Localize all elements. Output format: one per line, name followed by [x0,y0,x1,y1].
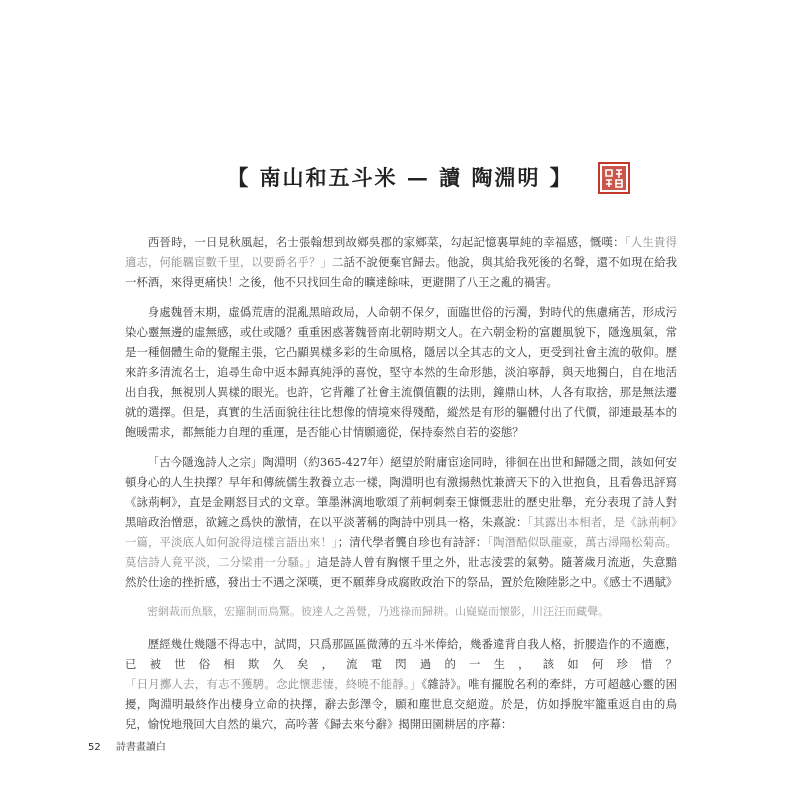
paragraph [125,302,677,442]
page-number: 52 [88,742,101,753]
seal-stamp-icon [598,162,630,194]
paragraph-group [125,232,677,592]
paragraph-group-2 [125,634,677,734]
paragraph [125,232,677,292]
quotation: 「人生貴得適志，何能羈宦數千里，以要爵名乎？」 [125,235,677,269]
quotation: 「日月擲人去，有志不獲騁。念此懷悲悽，終曉不能靜。」 [125,677,422,691]
paragraph-text: 二話不說便棄官歸去。他說，與其給我死後的名聲，還不如現在給我一杯酒，來得更痛快！之後，他不只找回生命的曠達餘味，更避開了八王之亂的禍害。 [125,255,677,289]
poem-quote: 密網裁而魚駭，宏羅制而鳥驚。彼達人之善覺，乃逃祿而歸耕。山嶷嶷而懷影，川汪汪而藏聲。 [147,605,609,618]
paragraph [125,634,677,734]
paragraph-text: 西晉時，一日見秋風起，名士張翰想到故鄉吳郡的家鄉菜，勾起記憶裏單純的幸福感，慨嘆： [147,235,625,249]
book-title: 詩書畫讀白 [115,742,166,753]
chapter-title: 【 南山和五斗米 — 讀 陶淵明 】 [227,165,573,190]
paragraph-text: 歷經幾仕幾隱不得志中，試問，只爲那區區微薄的五斗米俸給，幾番違背自我人格，折腰造作的不適應，已被世俗相欺久矣，流電閃過的一生，該如何珍惜？ [125,637,677,671]
paragraph-text: ；清代學者龔自珍也有詩評： [337,535,488,549]
paragraph-text: 這是詩人曾有胸懷千里之外，壯志淩雲的氣勢。隨著歲月流逝，失意黯然於仕途的挫折感，發出士不遇之深嘆，更不願葬身成腐敗政治下的祭品，置於危險陸影之中。《感士不遇賦》 [125,555,678,589]
article-body [125,232,677,744]
paragraph-text: 身處魏晉末期，虛僞荒唐的混亂黑暗政局，人命朝不保夕，面臨世俗的污濁，對時代的焦慮痛苦，形成污染心靈無邊的虛無感，或仕或隱？重重困惑著魏晉南北朝時期文人。在六朝金粉的富麗風貌下，隱逸風氣，常是一種個體生命的覺醒主張，它凸顯異樣多彩的生命風格，隱居以全其志的文人，更受到社會主流的敬仰。歷來許多清流名士，追尋生命中返本歸真純淨的喜悅，堅守本然的生命形態，淡泊寧靜，與天地獨白，自在地活出自我，無視別人異樣的眼光。也許，它背離了社會主流價值觀的法則，鐘鼎山林，人各有取捨，那是無法遷就的選擇。但是，真實的生活面貌往往比想像的情境來得殘酷，縱然是有形的軀體付出了代價，卻連最基本的飽暖需求，都無能力自理的重運，是否能心甘情願適從，保持泰然自若的姿態？ [125,305,677,439]
paragraph-text: 「古今隱逸詩人之宗」陶淵明（約365-427年）絕望於附庸宦途同時，徘徊在出世和歸隱之間，該如何安頓身心的人生抉擇？早年和傳統儒生教養立志一樣，陶淵明也有激揚熱忱兼濟天下的入世抱負，且看魯迅評寫《詠荊軻》，直是金剛怒目式的文章。筆墨淋漓地歌頌了荊軻刺秦王慷慨悲壯的歷史壯舉，充分表現了詩人對黑暗政治憎惡，欲鏟之爲快的激情，在以平淡著稱的陶詩中別具一格，朱熹說： [125,455,677,529]
paragraph-text: 《雜詩》。唯有擺脫名利的牽絆，方可超越心靈的困擾，陶淵明最終作出棲身立命的抉擇，辭去彭澤令，願和塵世息交絕遊。於是，仿如掙脫牢籠重返自由的鳥兒，愉悅地飛回大自然的巢穴，高吟著《歸去來兮辭》揭開田園耕居的序幕： [125,677,677,731]
quotation: 「陶潛酷似臥龍豪，萬古潯陽松菊高。莫信詩人竟平淡，二分梁甫一分騷。」 [125,535,677,569]
page-footer [88,738,166,753]
chapter-title-row [0,160,800,196]
paragraph [125,452,677,592]
quotation: 「其露出本相者，是《詠荊軻》一篇，平淡底人如何說得這樣言語出來！」 [125,515,677,549]
